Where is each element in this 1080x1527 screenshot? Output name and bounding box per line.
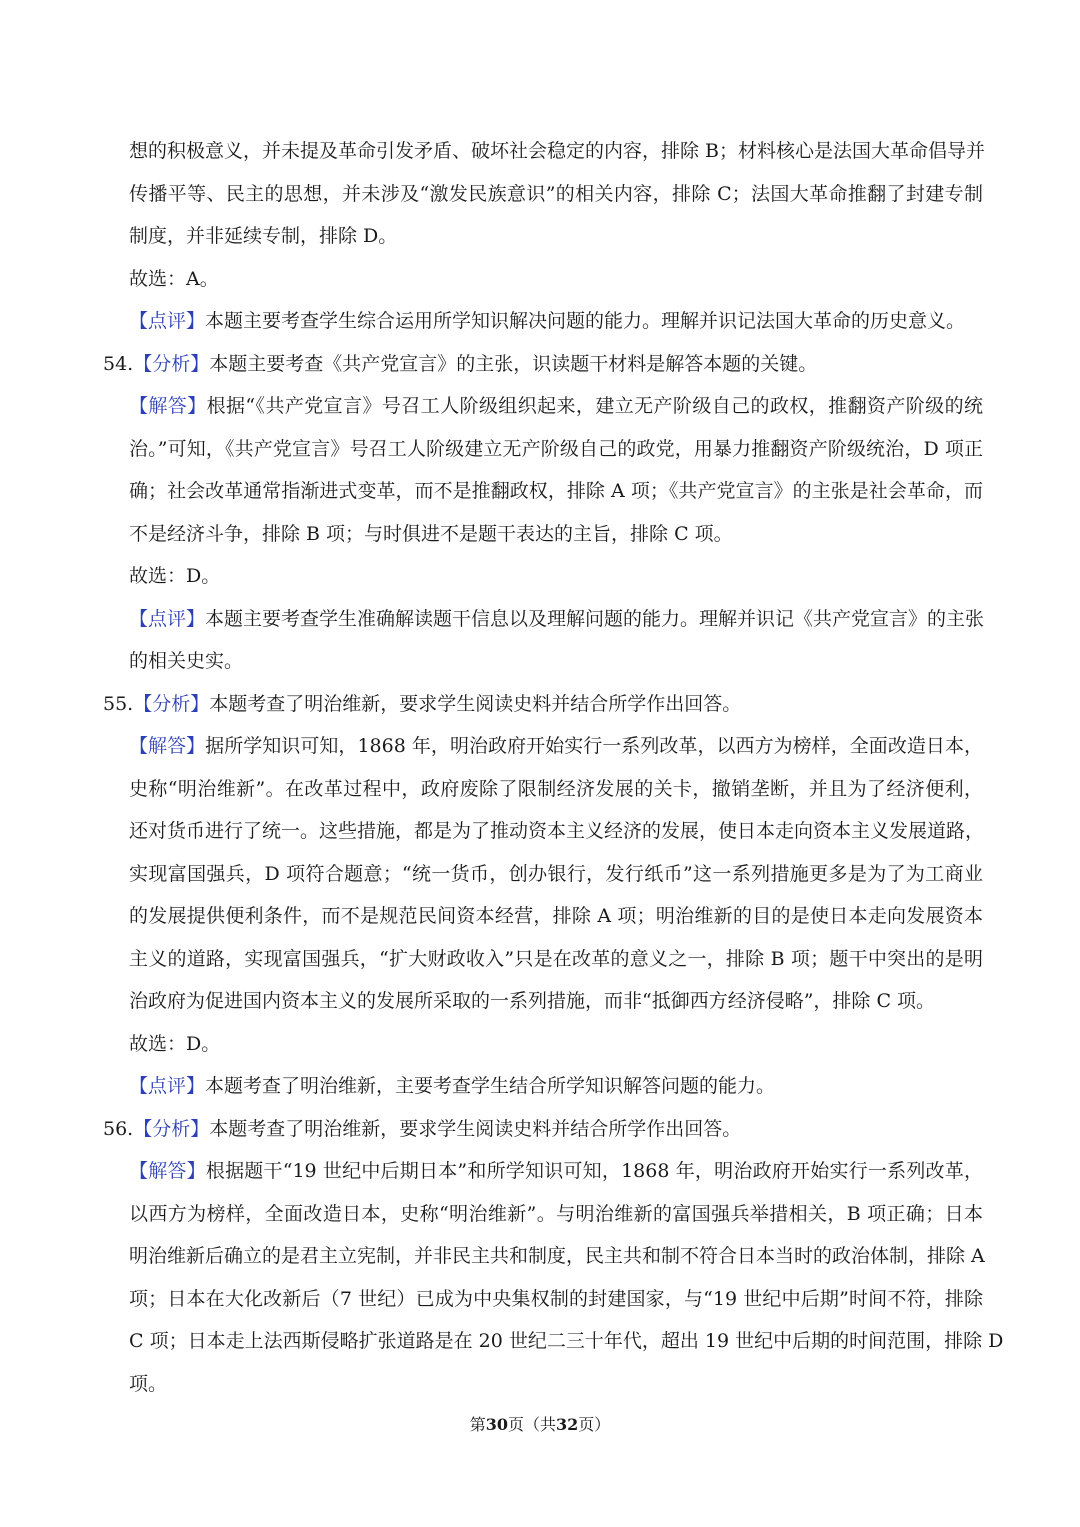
q56-answer-line-3: 明治维新后确立的是君主立宪制，并非民主共和制度，民主共和制不符合日本当时的政治体制，排除 A <box>129 1245 985 1267</box>
q56-answer-line-6: 项。 <box>129 1372 168 1395</box>
q55-comment <box>103 1065 983 1108</box>
comment-tag: 【点评】 <box>129 310 206 332</box>
q54-answer-line-2: 治。”可知，《共产党宣言》号召工人阶级建立无产阶级自己的政党，用暴力推翻资产阶级统治，D 项正 <box>129 437 983 460</box>
q55-answer-line-7: 治政府为促进国内资本主义的发展所采取的一系列措施，而非“抵御西方经济侵略”，排除 C 项。 <box>129 990 936 1012</box>
footer-mid: 页（共 <box>507 1415 556 1434</box>
answer-tag: 【解答】 <box>129 395 207 417</box>
comment-text: 本题主要考查学生综合运用所学知识解决问题的能力。理解并识记法国大革命的历史意义。 <box>205 310 966 332</box>
q55-choice: 故选：D。 <box>129 1032 221 1055</box>
q55-answer-line-5: 的发展提供便利条件，而不是规范民间资本经营，排除 A 项；明治维新的目的是使日本走向发展资本 <box>129 905 983 927</box>
page-footer <box>0 1412 1080 1435</box>
comment-text: 本题主要考查学生准确解读题干信息以及理解问题的能力。理解并识记《共产党宣言》的主张 <box>205 607 985 630</box>
analysis-text: 本题考查了明治维新，要求学生阅读史料并结合所学作出回答。 <box>209 1117 742 1140</box>
footer-page-number: 30 <box>485 1415 508 1434</box>
q54-choice: 故选：D。 <box>129 565 221 587</box>
comment-tag: 【点评】 <box>129 1075 206 1097</box>
q53-answer-line-3: 制度，并非延续专制，排除 D。 <box>129 225 398 247</box>
q54-comment-line-1 <box>103 598 983 641</box>
q53-answer-line-1: 想的积极意义，并未提及革命引发矛盾、破坏社会稳定的内容，排除 B；材料核心是法国大革命倡导并 <box>129 140 986 162</box>
q53-answer-line-2: 传播平等、民主的思想，并未涉及“激发民族意识”的相关内容，排除 C；法国大革命推翻了封建专制 <box>129 182 983 205</box>
answer-text: 据所学知识可知，1868 年，明治政府开始实行一系列改革，以西方为榜样，全面改造日本， <box>205 735 983 757</box>
answer-tag: 【解答】 <box>129 735 206 757</box>
analysis-tag: 【分析】 <box>133 1117 210 1140</box>
q55-answer-line-4: 实现富国强兵，D 项符合题意；“统一货币，创办银行，发行纸币”这一系列措施更多是为了为工商业 <box>129 862 983 885</box>
q55-analysis <box>103 683 983 726</box>
q55-answer-line-3: 还对货币进行了统一。这些措施，都是为了推动资本主义经济的发展，使日本走向资本主义发展道路， <box>129 820 985 842</box>
analysis-text: 本题主要考查《共产党宣言》的主张，识读题干材料是解答本题的关键。 <box>209 352 818 375</box>
question-number: 56. <box>103 1117 134 1140</box>
q54-analysis <box>103 343 983 386</box>
q54-answer-line-1 <box>103 385 983 428</box>
answer-text: 根据题干“19 世纪中后期日本”和所学知识可知，1868 年，明治政府开始实行一系列改革， <box>205 1160 983 1182</box>
analysis-tag: 【分析】 <box>133 352 210 375</box>
comment-text: 本题考查了明治维新，主要考查学生结合所学知识解答问题的能力。 <box>205 1075 776 1097</box>
analysis-tag: 【分析】 <box>133 692 210 715</box>
question-number: 55. <box>103 692 134 715</box>
q55-answer-line-2: 史称“明治维新”。在改革过程中，政府废除了限制经济发展的关卡，撤销垄断，并且为了经济便利， <box>129 777 983 800</box>
footer-suffix: 页） <box>578 1415 611 1434</box>
q56-answer-line-4: 项；日本在大化改新后（7 世纪）已成为中央集权制的封建国家，与“19 世纪中后期”时间不符，排除 <box>129 1287 983 1310</box>
q55-answer-line-1 <box>103 725 983 768</box>
question-number: 54. <box>103 352 134 375</box>
q54-answer-line-4: 不是经济斗争，排除 B 项；与时俱进不是题干表达的主旨，排除 C 项。 <box>129 522 733 545</box>
q56-answer-line-5: C 项；日本走上法西斯侵略扩张道路是在 20 世纪二三十年代，超出 19 世纪中后期的时间范围，排除 D <box>129 1330 1004 1352</box>
q54-comment-line-2: 的相关史实。 <box>129 650 244 672</box>
answer-content <box>103 130 1004 1405</box>
q54-answer-line-3: 确；社会改革通常指渐进式变革，而不是推翻政权，排除 A 项；《共产党宣言》的主张是社会革命，而 <box>129 480 983 502</box>
q53-choice: 故选：A。 <box>129 267 219 290</box>
q55-answer-line-6: 主义的道路，实现富国强兵，“扩大财政收入”只是在改革的意义之一，排除 B 项；题干中突出的是明 <box>129 947 983 970</box>
q56-analysis <box>103 1108 983 1151</box>
footer-total-pages: 32 <box>556 1415 579 1434</box>
q56-answer-line-2: 以西方为榜样，全面改造日本，史称“明治维新”。与明治维新的富国强兵举措相关，B 项正确；日本 <box>129 1202 983 1225</box>
comment-tag: 【点评】 <box>129 607 206 630</box>
analysis-text: 本题考查了明治维新，要求学生阅读史料并结合所学作出回答。 <box>209 692 742 715</box>
answer-text: 根据“《共产党宣言》号召工人阶级组织起来，建立无产阶级自己的政权，推翻资产阶级的统 <box>206 395 983 417</box>
answer-tag: 【解答】 <box>129 1160 206 1182</box>
footer-prefix: 第 <box>469 1415 486 1434</box>
q53-comment <box>103 300 983 343</box>
q56-answer-line-1 <box>103 1150 983 1193</box>
